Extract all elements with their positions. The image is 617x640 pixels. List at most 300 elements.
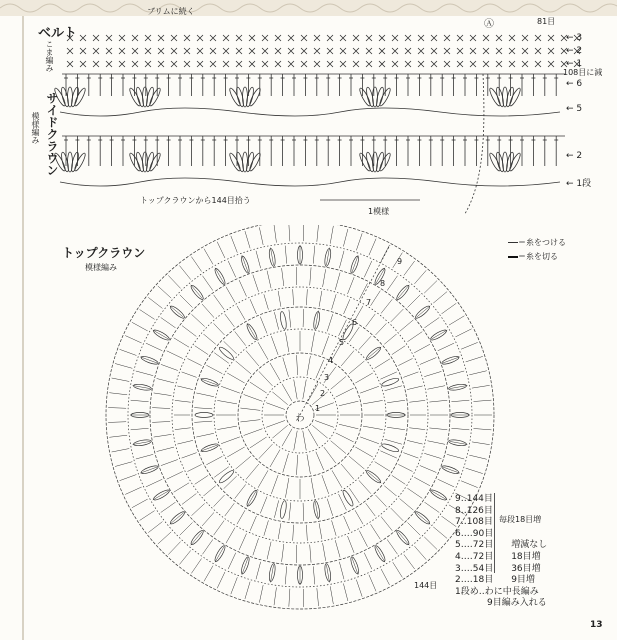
radial-stitch-mark — [315, 420, 334, 427]
radial-stitch-mark — [420, 358, 437, 365]
sc-stitch-mark — [535, 35, 541, 41]
radial-stitch-mark — [285, 332, 288, 352]
radial-stitch-mark — [140, 309, 155, 319]
radial-stitch-mark — [131, 428, 149, 430]
radial-stitch-mark — [473, 400, 491, 401]
radial-stitch-mark — [214, 353, 229, 364]
radial-stitch-mark — [381, 245, 389, 261]
petal-cluster-mark — [218, 346, 235, 361]
radial-stitch-mark — [192, 503, 205, 515]
table-row: 6‥‥90目 — [455, 528, 494, 539]
radial-stitch-mark — [387, 540, 397, 555]
radial-stitch-mark — [283, 358, 289, 377]
radial-stitch-mark — [250, 516, 256, 531]
radial-stitch-mark — [398, 464, 412, 471]
radial-stitch-mark — [157, 378, 174, 382]
radial-stitch-mark — [359, 283, 367, 299]
sc-stitch-mark — [353, 35, 359, 41]
radial-stitch-mark — [270, 363, 280, 380]
radial-stitch-mark — [245, 582, 250, 599]
radial-stitch-mark — [214, 467, 229, 478]
sc-stitch-mark — [496, 35, 502, 41]
sc-stitch-mark — [249, 61, 255, 67]
radial-stitch-mark — [322, 336, 329, 355]
radial-stitch-mark — [214, 521, 225, 536]
sc-stitch-mark — [483, 48, 489, 54]
radial-stitch-mark — [120, 475, 137, 481]
radial-stitch-mark — [344, 516, 350, 531]
radial-stitch-mark — [409, 428, 425, 430]
radial-stitch-mark — [245, 231, 250, 248]
radial-stitch-mark — [438, 343, 454, 351]
center-ring-label: わ — [295, 414, 305, 424]
sc-stitch-mark — [522, 61, 528, 67]
sc-stitch-mark — [340, 48, 346, 54]
sc-stitch-mark — [431, 35, 437, 41]
radial-stitch-mark — [256, 562, 261, 579]
ring-number: 8 — [380, 279, 386, 288]
radial-stitch-mark — [244, 429, 263, 436]
radial-stitch-mark — [109, 435, 127, 437]
radial-stitch-mark — [303, 503, 304, 521]
sc-stitch-mark — [470, 48, 476, 54]
sc-stitch-mark — [509, 61, 515, 67]
radial-stitch-mark — [272, 392, 287, 405]
radial-stitch-mark — [343, 229, 347, 246]
sc-stitch-mark — [171, 61, 177, 67]
radial-stitch-mark — [131, 400, 149, 402]
radial-stitch-mark — [344, 299, 350, 314]
radial-stitch-mark — [433, 527, 447, 539]
radial-stitch-mark — [311, 332, 314, 352]
radial-stitch-mark — [369, 239, 376, 256]
sc-stitch-mark — [80, 61, 86, 67]
radial-stitch-mark — [108, 422, 126, 423]
sc-stitch-mark — [366, 61, 372, 67]
radial-stitch-mark — [400, 499, 414, 511]
sc-stitch-mark — [119, 35, 125, 41]
top-crown-round-chart — [85, 225, 515, 625]
radial-stitch-mark — [109, 393, 127, 395]
sc-stitch-mark — [80, 35, 86, 41]
radial-stitch-mark — [225, 314, 235, 327]
radial-stitch-mark — [327, 314, 333, 331]
radial-stitch-mark — [108, 408, 126, 409]
radial-stitch-mark — [152, 421, 170, 422]
radial-stitch-mark — [112, 378, 130, 381]
sc-stitch-mark — [574, 35, 580, 41]
radial-stitch-mark — [424, 281, 437, 294]
radial-stitch-mark — [308, 384, 318, 401]
sc-stitch-mark — [418, 35, 424, 41]
sc-stitch-mark — [249, 48, 255, 54]
repeat-label: 1模様 — [368, 207, 390, 216]
radial-stitch-mark — [311, 478, 314, 498]
petal-cluster-mark — [195, 413, 213, 418]
radial-stitch-mark — [191, 257, 201, 272]
sc-stitch-mark — [431, 48, 437, 54]
sc-stitch-mark — [184, 61, 190, 67]
radial-stitch-mark — [132, 499, 148, 508]
radial-stitch-mark — [349, 361, 364, 374]
radial-stitch-mark — [125, 336, 141, 343]
radial-stitch-mark — [154, 393, 172, 396]
radial-stitch-mark — [407, 332, 422, 342]
pickup-note: トップクラウンから144目拾う — [140, 196, 251, 205]
radial-stitch-mark — [167, 351, 183, 359]
radial-stitch-mark — [409, 400, 425, 402]
sc-stitch-mark — [301, 48, 307, 54]
radial-stitch-mark — [438, 479, 454, 487]
table-row: 4‥‥72目 18目増 — [455, 551, 541, 562]
radial-stitch-mark — [274, 500, 278, 517]
radial-stitch-mark — [157, 447, 174, 451]
radial-stitch-mark — [387, 427, 405, 430]
radial-stitch-mark — [449, 316, 464, 325]
ring-number: 2 — [320, 389, 326, 398]
radial-stitch-mark — [224, 341, 237, 354]
radial-stitch-mark — [424, 371, 441, 376]
radial-stitch-mark — [228, 553, 236, 569]
petal-cluster-mark — [143, 152, 148, 172]
top-crown-method: 模様編み — [85, 263, 117, 272]
radial-stitch-mark — [332, 520, 337, 535]
brim-note: ブリムに続く — [147, 7, 195, 16]
radial-stitch-mark — [283, 453, 289, 472]
radial-stitch-mark — [202, 276, 212, 291]
legend-attach: ＝糸をつける — [508, 237, 566, 248]
sc-stitch-mark — [392, 61, 398, 67]
radial-stitch-mark — [355, 447, 372, 457]
radial-stitch-mark — [425, 502, 440, 512]
radial-stitch-mark — [235, 331, 246, 345]
radial-stitch-mark — [187, 358, 201, 365]
row-label: ← 6 — [566, 79, 583, 89]
count-81: 81目 — [537, 17, 556, 26]
sc-stitch-mark — [405, 48, 411, 54]
radial-stitch-mark — [267, 271, 271, 289]
radial-stitch-mark — [214, 495, 225, 507]
radial-stitch-mark — [404, 261, 415, 275]
radial-stitch-mark — [174, 483, 189, 492]
row-label: ← 5 — [566, 104, 583, 114]
radial-stitch-mark — [278, 291, 281, 307]
radial-stitch-mark — [407, 386, 423, 390]
sc-stitch-mark — [366, 48, 372, 54]
row-label: ← 1段 — [566, 179, 592, 189]
sc-stitch-mark — [262, 48, 268, 54]
radial-stitch-mark — [297, 355, 298, 375]
radial-stitch-mark — [433, 292, 447, 304]
petal-cluster-mark — [381, 442, 400, 453]
radial-stitch-mark — [381, 299, 392, 313]
radial-stitch-mark — [259, 227, 263, 245]
sc-stitch-mark — [210, 35, 216, 41]
table-row: 9目編み入れる — [487, 598, 547, 609]
page-spine-shadow — [22, 16, 24, 640]
radial-stitch-mark — [371, 291, 381, 306]
radial-stitch-mark — [214, 323, 225, 335]
radial-stitch-mark — [364, 553, 372, 569]
radial-stitch-mark — [307, 454, 310, 474]
radial-stitch-mark — [364, 261, 372, 277]
sc-stitch-mark — [327, 35, 333, 41]
sc-stitch-mark — [158, 61, 164, 67]
sc-stitch-mark — [366, 35, 372, 41]
radial-stitch-mark — [392, 475, 405, 484]
sc-stitch-mark — [249, 35, 255, 41]
radial-stitch-mark — [403, 453, 418, 458]
radial-stitch-mark — [371, 524, 381, 539]
radial-stitch-mark — [204, 566, 213, 582]
sc-stitch-mark — [574, 61, 580, 67]
radial-stitch-mark — [187, 464, 201, 471]
sc-stitch-mark — [509, 48, 515, 54]
radial-stitch-mark — [170, 306, 184, 318]
radial-stitch-mark — [331, 376, 346, 389]
chain-line — [60, 178, 560, 186]
table-row: 8‥126目 — [455, 505, 493, 516]
radial-stitch-mark — [217, 400, 237, 403]
join-path-line — [440, 74, 484, 214]
sc-stitch-mark — [106, 61, 112, 67]
sc-stitch-mark — [574, 48, 580, 54]
sc-stitch-mark — [275, 48, 281, 54]
radial-stitch-mark — [237, 510, 245, 524]
radial-stitch-mark — [161, 502, 176, 512]
radial-stitch-mark — [228, 261, 236, 277]
sc-stitch-mark — [67, 35, 73, 41]
radial-stitch-mark — [194, 408, 212, 409]
row-label: ← 3 — [566, 33, 583, 43]
radial-stitch-mark — [235, 484, 246, 498]
radial-stitch-mark — [319, 291, 322, 307]
sc-stitch-mark — [67, 48, 73, 54]
sc-stitch-mark — [522, 48, 528, 54]
radial-stitch-mark — [306, 525, 307, 541]
sc-stitch-mark — [379, 35, 385, 41]
radial-stitch-mark — [267, 542, 271, 560]
radial-stitch-mark — [270, 450, 280, 467]
sc-stitch-mark — [145, 61, 151, 67]
radial-stitch-mark — [339, 251, 344, 268]
radial-stitch-mark — [416, 306, 430, 318]
radial-stitch-mark — [192, 314, 205, 326]
sc-stitch-mark — [93, 35, 99, 41]
radial-stitch-mark — [387, 276, 397, 291]
petal-cluster-mark — [279, 311, 287, 330]
radial-stitch-mark — [217, 242, 225, 258]
radial-stitch-mark — [367, 472, 381, 484]
sc-stitch-mark — [314, 35, 320, 41]
sc-stitch-mark — [535, 48, 541, 54]
radial-stitch-mark — [414, 477, 430, 486]
radial-stitch-mark — [349, 327, 359, 342]
sc-stitch-mark — [353, 48, 359, 54]
radial-stitch-mark — [132, 322, 148, 331]
radial-stitch-mark — [407, 440, 423, 444]
radial-stitch-mark — [272, 425, 287, 438]
radial-stitch-mark — [250, 382, 267, 393]
radial-stitch-mark — [194, 421, 212, 422]
sc-stitch-mark — [275, 35, 281, 41]
sc-stitch-mark — [548, 48, 554, 54]
radial-stitch-mark — [355, 510, 363, 524]
radial-stitch-mark — [339, 562, 344, 579]
radial-stitch-mark — [363, 426, 383, 429]
radial-stitch-mark — [271, 336, 278, 355]
radial-stitch-mark — [125, 487, 141, 494]
radial-stitch-mark — [202, 512, 214, 525]
sc-stitch-mark — [197, 48, 203, 54]
sc-stitch-mark — [145, 48, 151, 54]
radial-stitch-mark — [313, 246, 315, 264]
radial-stitch-mark — [407, 522, 420, 535]
radial-stitch-mark — [356, 580, 362, 597]
radial-stitch-mark — [332, 470, 342, 487]
radial-stitch-mark — [191, 531, 203, 545]
radial-stitch-mark — [327, 499, 333, 516]
radial-stitch-mark — [322, 475, 329, 494]
radial-stitch-mark — [206, 456, 222, 464]
radial-stitch-mark — [335, 540, 340, 557]
chain-line — [60, 108, 560, 116]
radial-stitch-mark — [359, 480, 371, 493]
radial-stitch-mark — [289, 589, 290, 607]
radial-stitch-mark — [179, 266, 190, 280]
radial-stitch-mark — [312, 425, 327, 438]
decorative-top-band — [0, 0, 617, 16]
radial-stitch-mark — [303, 309, 304, 327]
sc-stitch-mark — [522, 35, 528, 41]
ring-number: 9 — [397, 257, 403, 266]
sc-stitch-mark — [301, 35, 307, 41]
radial-stitch-mark — [429, 428, 447, 430]
sc-stitch-mark — [171, 35, 177, 41]
petal-cluster-mark — [68, 152, 73, 172]
belt-side-crown-chart — [40, 24, 603, 214]
sc-stitch-mark — [314, 48, 320, 54]
sc-stitch-mark — [197, 61, 203, 67]
radial-stitch-mark — [140, 511, 155, 521]
radial-stitch-mark — [375, 495, 386, 507]
radial-stitch-mark — [308, 429, 318, 446]
radial-stitch-mark — [429, 400, 447, 402]
radial-stitch-mark — [158, 286, 171, 298]
radial-stitch-mark — [451, 400, 469, 402]
radial-stitch-mark — [240, 420, 260, 422]
radial-stitch-mark — [202, 304, 214, 317]
radial-stitch-mark — [289, 503, 291, 521]
radial-stitch-mark — [146, 343, 162, 351]
sc-stitch-mark — [106, 48, 112, 54]
radial-stitch-mark — [260, 497, 267, 514]
radial-stitch-mark — [258, 470, 268, 487]
radial-stitch-mark — [136, 371, 153, 376]
radial-stitch-mark — [381, 517, 392, 531]
radial-stitch-mark — [195, 475, 208, 484]
radial-stitch-mark — [167, 471, 183, 479]
radial-stitch-mark — [355, 373, 372, 383]
radial-stitch-mark — [414, 344, 430, 353]
radial-stitch-mark — [168, 275, 180, 288]
radial-stitch-mark — [461, 342, 478, 349]
sc-stitch-mark — [405, 61, 411, 67]
sc-stitch-mark — [444, 35, 450, 41]
radial-stitch-mark — [217, 572, 225, 588]
radial-stitch-mark — [427, 441, 445, 445]
radial-stitch-mark — [253, 275, 259, 292]
radial-stitch-mark — [289, 310, 291, 328]
ring-number: 4 — [328, 356, 334, 365]
radial-stitch-mark — [330, 586, 333, 604]
radial-stitch-mark — [398, 531, 410, 545]
table-row: 7‥108目 — [455, 517, 493, 528]
radial-stitch-mark — [420, 465, 437, 472]
radial-stitch-mark — [407, 295, 420, 308]
radial-stitch-mark — [425, 317, 440, 327]
radial-stitch-mark — [225, 503, 235, 516]
radial-stitch-mark — [260, 317, 267, 334]
sc-stitch-mark — [561, 35, 567, 41]
radial-stitch-mark — [310, 267, 311, 285]
radial-stitch-mark — [316, 452, 324, 470]
radial-stitch-mark — [293, 525, 294, 541]
radial-stitch-mark — [182, 326, 196, 337]
radial-stitch-mark — [424, 537, 437, 550]
radial-stitch-mark — [154, 434, 172, 437]
radial-stitch-mark — [384, 334, 396, 344]
radial-stitch-mark — [336, 433, 354, 442]
radial-stitch-mark — [175, 400, 191, 402]
sc-stitch-mark — [93, 48, 99, 54]
radial-stitch-mark — [398, 285, 410, 299]
sc-stitch-mark — [548, 35, 554, 41]
sc-stitch-mark — [548, 61, 554, 67]
sc-stitch-mark — [431, 61, 437, 67]
radial-stitch-mark — [349, 456, 364, 469]
petal-cluster-mark — [243, 87, 248, 107]
radial-stitch-mark — [466, 468, 483, 473]
radial-stitch-mark — [266, 420, 285, 427]
radial-stitch-mark — [214, 295, 225, 310]
radial-stitch-mark — [323, 543, 326, 561]
radial-stitch-mark — [206, 365, 222, 373]
sc-stitch-mark — [80, 48, 86, 54]
sc-stitch-mark — [210, 61, 216, 67]
radial-stitch-mark — [203, 486, 215, 496]
radial-stitch-mark — [285, 566, 287, 584]
sc-stitch-mark — [119, 61, 125, 67]
sc-stitch-mark — [236, 61, 242, 67]
stitch-count-table — [455, 494, 547, 610]
radial-stitch-mark — [392, 346, 405, 355]
petal-cluster-mark — [341, 489, 354, 507]
radial-stitch-mark — [384, 486, 396, 496]
radial-stitch-mark — [161, 459, 178, 465]
radial-stitch-mark — [227, 447, 244, 457]
radial-stitch-mark — [221, 386, 240, 393]
sc-stitch-mark — [262, 61, 268, 67]
radial-stitch-mark — [447, 371, 464, 376]
sc-stitch-mark — [483, 35, 489, 41]
radial-stitch-mark — [335, 273, 340, 290]
radial-stitch-mark — [341, 351, 354, 366]
radial-stitch-mark — [387, 400, 405, 403]
radial-stitch-mark — [319, 523, 322, 539]
radial-stitch-mark — [317, 225, 319, 242]
sc-stitch-mark — [353, 61, 359, 67]
